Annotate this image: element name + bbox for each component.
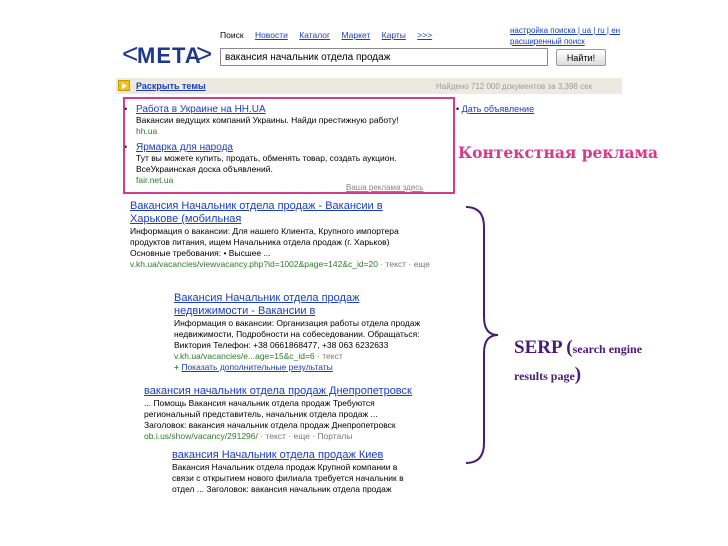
bullet-icon: • [124,104,128,114]
result-snippet: Основные требования: • Высшее ... [130,248,271,258]
bullet-icon: • [456,104,460,114]
svg-text:>: > [196,38,212,69]
result-extra-links[interactable]: · текст · еще [380,259,430,269]
advanced-search-link[interactable]: расширенный поиск [510,37,585,46]
meta-logo[interactable] [120,36,212,72]
search-results-screenshot [116,22,622,494]
result-snippet: Виктория Телефон: +38 0661868477, +38 063 6232633 [174,340,389,350]
nav-item-catalog[interactable]: Каталог [299,30,331,40]
result-title-link[interactable]: вакансия начальник отдела продаж Днепропетровск [144,385,412,397]
result-snippet: региональный представитель, начальник отдела продаж ... [144,409,378,419]
your-ad-here-link[interactable]: Ваша реклама здесь [346,183,424,192]
more-results-link[interactable]: Показать дополнительные результаты [181,362,333,372]
result-snippet: Информация о вакансии: Для нашего Клиента, Крупного импортера [130,226,399,236]
result-title-link[interactable]: Вакансия Начальник отдела продаж недвижимости - Вакансии в [174,292,360,317]
result-snippet: Информация о вакансии: Организация работы отдела продаж [174,318,421,328]
result-title-link[interactable]: Вакансия Начальник отдела продаж - Вакансии в Харькове (мобильная [130,200,383,225]
nav-item-maps[interactable]: Карты [381,30,406,40]
serp-label: SERP (search engine results page) [514,337,643,385]
result-snippet: ... Помощь Вакансия начальник отдела продаж Требуются [144,398,375,408]
settings-link[interactable]: настройка поиска | ua | ru | ен [510,26,621,35]
svg-text:<: < [122,38,139,69]
context-ad-highlight-box [123,97,455,194]
result-item [174,292,464,373]
result-extra-links[interactable]: · текст [317,351,343,361]
result-extra-links[interactable]: · текст · еще · Порталы [260,431,353,441]
ad-description: Вакансии ведущих компаний Украины. Найди престижную работу! [136,115,399,125]
ad-title-link[interactable]: Работа в Украине на HH.UA [136,104,266,115]
expand-arrow-icon[interactable] [118,80,130,91]
result-item [172,449,462,494]
nav-item-market[interactable]: Маркет [341,30,371,40]
result-url[interactable]: v.kh.ua/vacancies/e...age=15&c_id=6 [174,351,315,361]
search-verticals-nav [220,30,441,40]
result-item [130,200,450,270]
plus-icon: + [174,362,179,372]
place-ad-link[interactable]: Дать объявление [461,104,535,114]
nav-item-search: Поиск [220,30,244,40]
logo-text: META [137,43,202,68]
bullet-icon: • [124,142,128,152]
ad-title-link[interactable]: Ярмарка для народа [136,142,233,153]
result-url[interactable]: v.kh.ua/vacancies/viewvacancy.php?id=1002&page=142&c_id=20 [130,259,379,269]
results-count: Найдено 712 000 документов за 3,398 сек [436,82,593,91]
ad-description: ВсеУкраинская доска объявлений. [136,164,273,174]
expand-topics-link[interactable]: Раскрыть темы [136,81,206,91]
ad-description: Тут вы можете купить, продать, обменять товар, создать аукцион. [136,153,397,163]
result-snippet: Вакансия Начальник отдела продаж Крупной компании в [172,462,398,472]
nav-item-more[interactable]: >>> [417,30,433,40]
result-item [144,385,464,442]
search-input[interactable]: вакансия начальник отдела продаж [220,48,548,66]
ad-url[interactable]: fair.net.ua [136,175,174,185]
serp-brace-icon [462,205,502,465]
result-snippet: Заголовок: вакансия начальник отдела продаж Днепропетровск [144,420,396,430]
ad-url[interactable]: hh.ua [136,126,158,136]
result-title-link[interactable]: вакансия Начальник отдела продаж Киев [172,449,384,461]
result-snippet: недвижимости, Подробности на собеседовании. Обращаться: [174,329,420,339]
result-url[interactable]: ob.i.us/show/vacancy/291296/ [144,431,258,441]
header-links [510,25,620,47]
search-button[interactable]: Найти! [556,49,606,66]
result-snippet: продуктов питания, ищем Начальника отдела продаж (г. Харьков) [130,237,390,247]
result-snippet: связи с открытием нового филиала требуется начальник в [172,473,404,483]
context-ad-label: Контекстная реклама [458,143,659,162]
result-snippet: отдел ... Заголовок: вакансия начальник отдела продаж [172,484,392,494]
nav-item-news[interactable]: Новости [254,30,288,40]
place-ad-item [456,104,534,114]
